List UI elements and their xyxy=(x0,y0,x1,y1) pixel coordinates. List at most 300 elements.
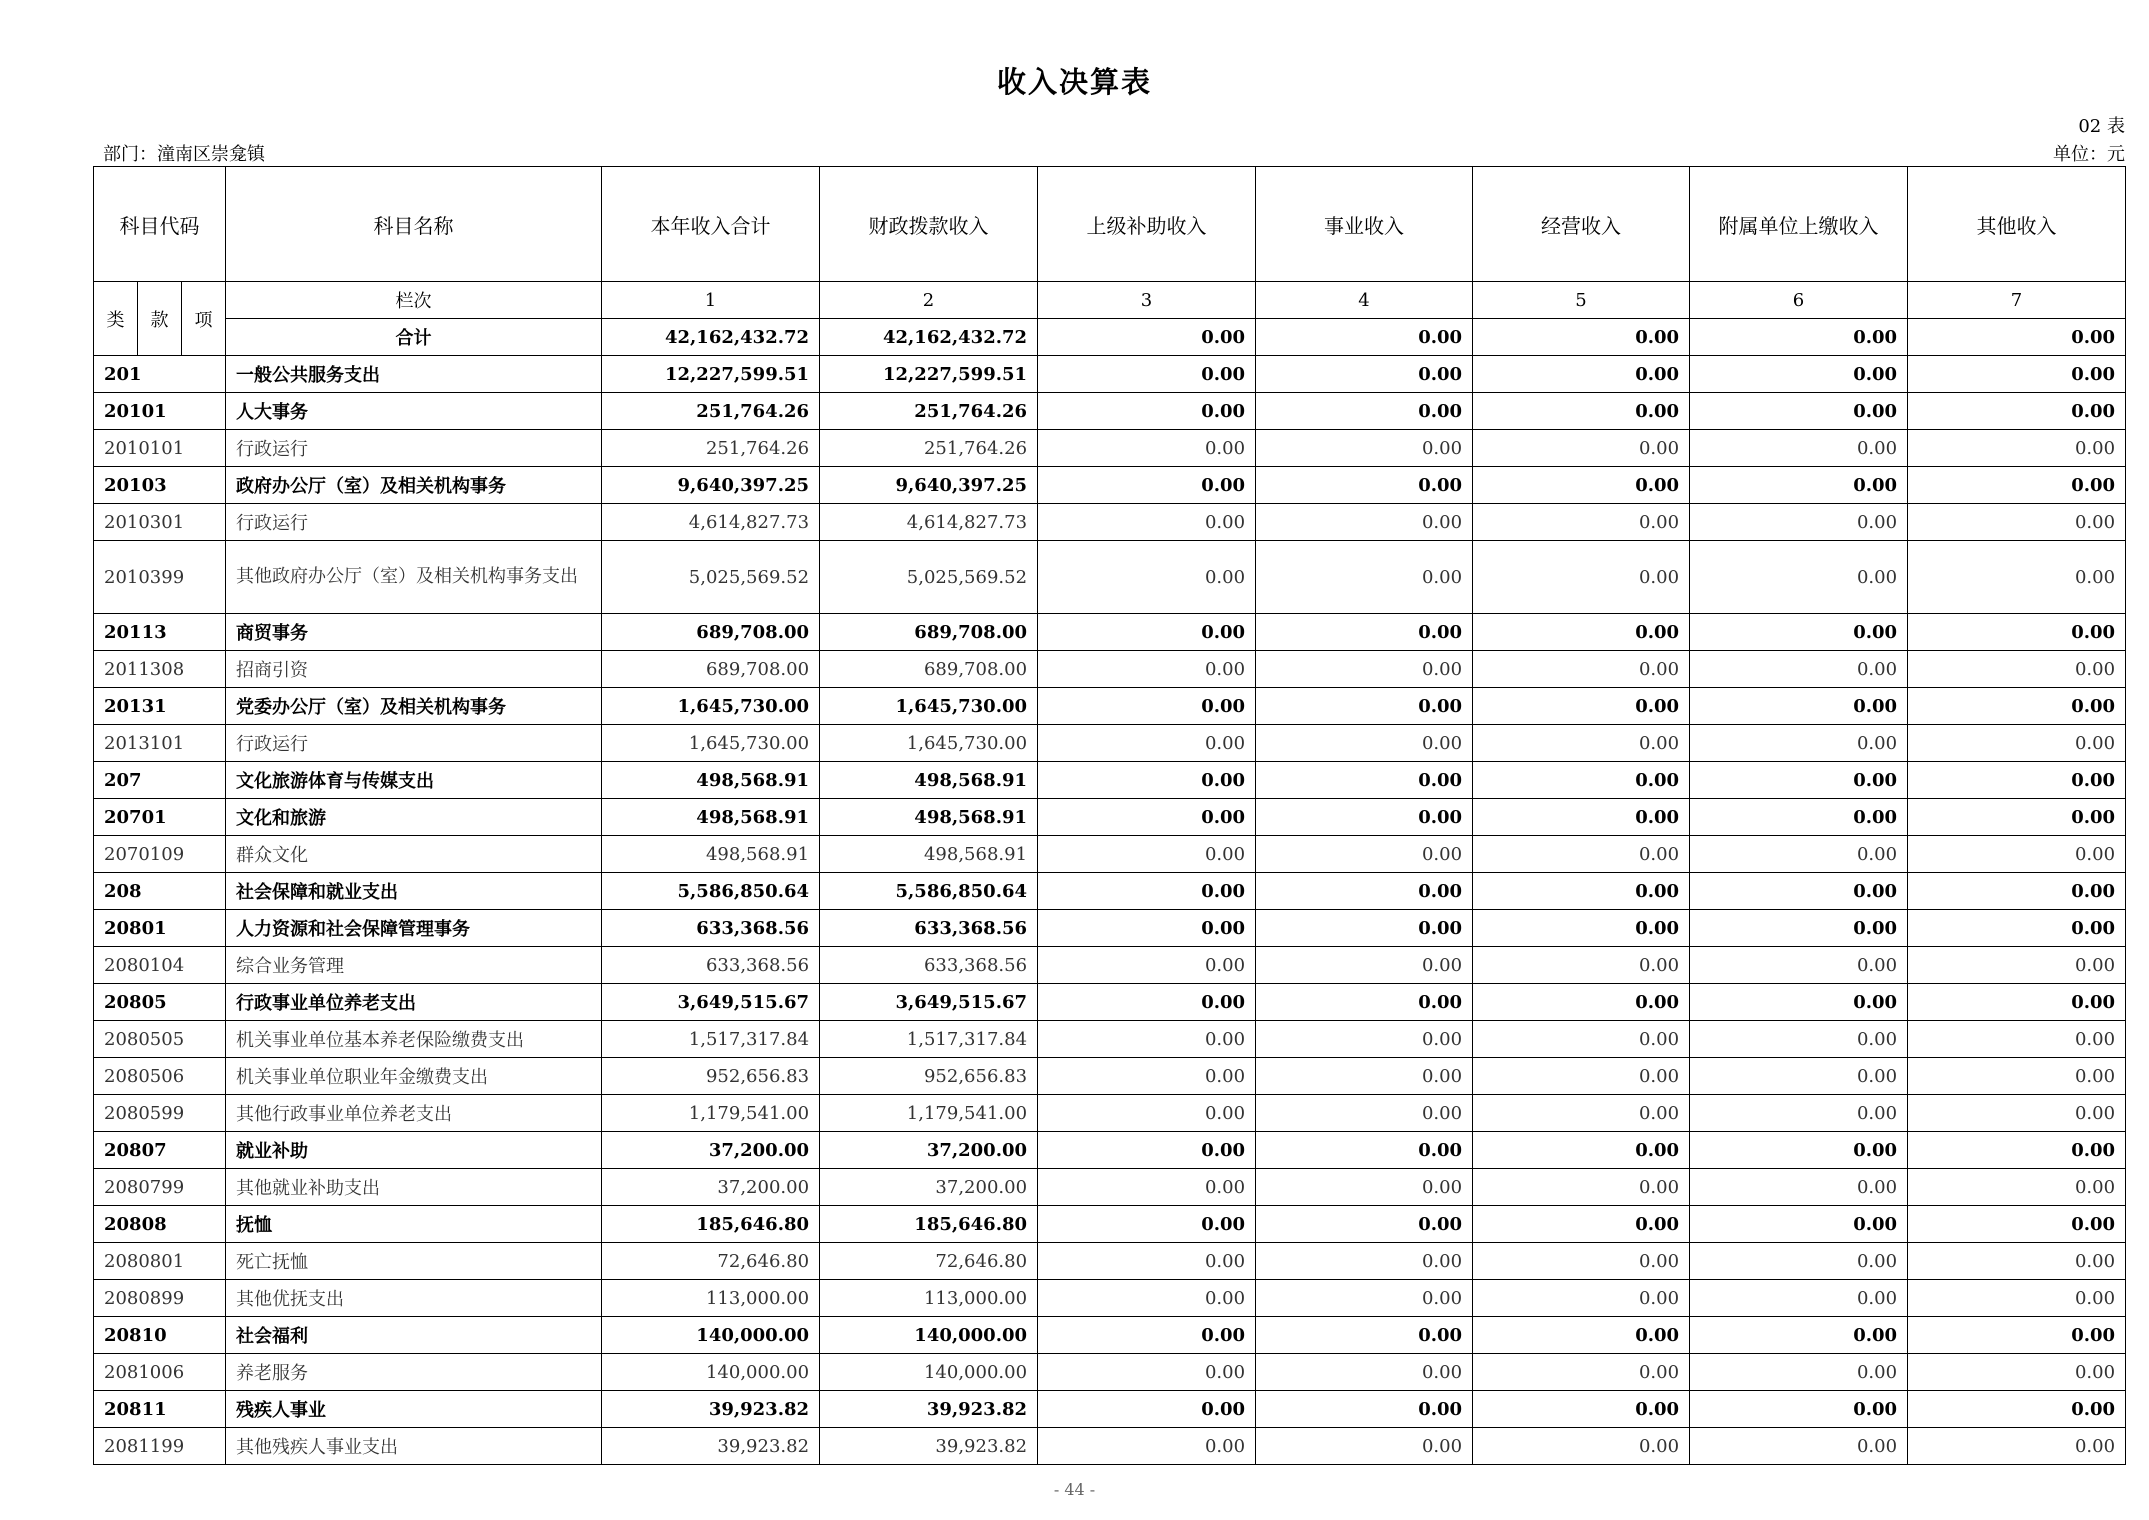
header-col-6: 附属单位上缴收入 xyxy=(1690,167,1908,282)
row-value: 3,649,515.67 xyxy=(602,984,820,1021)
row-name: 抚恤 xyxy=(226,1206,602,1243)
table-row xyxy=(94,1095,2126,1132)
row-value: 0.00 xyxy=(1038,688,1256,725)
row-value: 0.00 xyxy=(1690,873,1908,910)
row-code: 2081199 xyxy=(94,1428,226,1465)
row-value: 0.00 xyxy=(1690,1317,1908,1354)
row-value: 5,586,850.64 xyxy=(602,873,820,910)
row-value: 0.00 xyxy=(1038,1095,1256,1132)
row-name: 政府办公厅（室）及相关机构事务 xyxy=(226,467,602,504)
row-value: 0.00 xyxy=(1256,1243,1473,1280)
row-value: 0.00 xyxy=(1473,1095,1690,1132)
row-value: 113,000.00 xyxy=(602,1280,820,1317)
row-value: 0.00 xyxy=(1690,614,1908,651)
row-name: 文化和旅游 xyxy=(226,799,602,836)
row-value: 0.00 xyxy=(1256,504,1473,541)
total-value: 0.00 xyxy=(1473,319,1690,356)
row-value: 0.00 xyxy=(1908,1206,2126,1243)
row-value: 0.00 xyxy=(1690,725,1908,762)
row-value: 0.00 xyxy=(1038,762,1256,799)
row-value: 633,368.56 xyxy=(602,947,820,984)
row-value: 0.00 xyxy=(1690,799,1908,836)
row-value: 1,645,730.00 xyxy=(820,688,1038,725)
row-code: 2080599 xyxy=(94,1095,226,1132)
table-row xyxy=(94,1169,2126,1206)
row-code: 2080899 xyxy=(94,1280,226,1317)
header-col-2: 财政拨款收入 xyxy=(820,167,1038,282)
row-value: 0.00 xyxy=(1908,910,2126,947)
total-value: 42,162,432.72 xyxy=(602,319,820,356)
table-row xyxy=(94,688,2126,725)
row-name: 文化旅游体育与传媒支出 xyxy=(226,762,602,799)
row-value: 0.00 xyxy=(1473,1169,1690,1206)
row-value: 0.00 xyxy=(1038,799,1256,836)
row-value: 140,000.00 xyxy=(602,1354,820,1391)
table-row xyxy=(94,467,2126,504)
row-value: 0.00 xyxy=(1908,430,2126,467)
row-code: 20113 xyxy=(94,614,226,651)
row-value: 0.00 xyxy=(1690,1280,1908,1317)
row-name: 死亡抚恤 xyxy=(226,1243,602,1280)
table-row xyxy=(94,504,2126,541)
row-value: 0.00 xyxy=(1256,430,1473,467)
row-name: 残疾人事业 xyxy=(226,1391,602,1428)
table-row xyxy=(94,725,2126,762)
row-value: 140,000.00 xyxy=(820,1317,1038,1354)
row-value: 0.00 xyxy=(1690,836,1908,873)
row-value: 0.00 xyxy=(1473,762,1690,799)
row-name: 养老服务 xyxy=(226,1354,602,1391)
unit-label: 单位：元 xyxy=(2053,144,2125,165)
row-value: 0.00 xyxy=(1256,1391,1473,1428)
row-value: 0.00 xyxy=(1038,947,1256,984)
row-value: 0.00 xyxy=(1038,430,1256,467)
row-value: 0.00 xyxy=(1473,1280,1690,1317)
row-value: 0.00 xyxy=(1908,1058,2126,1095)
row-value: 0.00 xyxy=(1690,762,1908,799)
row-value: 251,764.26 xyxy=(820,430,1038,467)
row-value: 0.00 xyxy=(1256,762,1473,799)
total-label: 合计 xyxy=(226,319,602,356)
row-value: 4,614,827.73 xyxy=(602,504,820,541)
row-code: 208 xyxy=(94,873,226,910)
row-value: 0.00 xyxy=(1473,430,1690,467)
row-value: 0.00 xyxy=(1473,910,1690,947)
row-value: 0.00 xyxy=(1473,1243,1690,1280)
table-row xyxy=(94,1021,2126,1058)
row-value: 0.00 xyxy=(1690,1132,1908,1169)
column-number-row xyxy=(94,282,2126,319)
table-row xyxy=(94,1391,2126,1428)
total-value: 0.00 xyxy=(1038,319,1256,356)
row-value: 0.00 xyxy=(1038,984,1256,1021)
row-value: 9,640,397.25 xyxy=(820,467,1038,504)
row-value: 0.00 xyxy=(1690,688,1908,725)
row-value: 0.00 xyxy=(1908,1095,2126,1132)
row-value: 633,368.56 xyxy=(820,947,1038,984)
row-value: 0.00 xyxy=(1256,393,1473,430)
row-value: 0.00 xyxy=(1256,1317,1473,1354)
row-value: 952,656.83 xyxy=(820,1058,1038,1095)
row-value: 0.00 xyxy=(1473,467,1690,504)
row-value: 0.00 xyxy=(1473,1058,1690,1095)
page-number: - 44 - xyxy=(1053,1480,1096,1499)
row-value: 0.00 xyxy=(1256,725,1473,762)
row-value: 0.00 xyxy=(1690,947,1908,984)
row-code: 20103 xyxy=(94,467,226,504)
row-code: 2080801 xyxy=(94,1243,226,1280)
row-value: 37,200.00 xyxy=(602,1132,820,1169)
row-value: 251,764.26 xyxy=(602,393,820,430)
row-value: 72,646.80 xyxy=(602,1243,820,1280)
row-code: 20811 xyxy=(94,1391,226,1428)
row-value: 0.00 xyxy=(1256,1280,1473,1317)
row-value: 633,368.56 xyxy=(820,910,1038,947)
total-value: 0.00 xyxy=(1256,319,1473,356)
table-row xyxy=(94,910,2126,947)
total-value: 0.00 xyxy=(1690,319,1908,356)
row-value: 689,708.00 xyxy=(820,651,1038,688)
table-row xyxy=(94,1058,2126,1095)
row-value: 0.00 xyxy=(1473,873,1690,910)
row-value: 0.00 xyxy=(1908,1021,2126,1058)
row-code: 20810 xyxy=(94,1317,226,1354)
row-value: 0.00 xyxy=(1908,393,2126,430)
row-value: 0.00 xyxy=(1038,836,1256,873)
row-value: 0.00 xyxy=(1908,1280,2126,1317)
row-value: 0.00 xyxy=(1908,725,2126,762)
row-value: 0.00 xyxy=(1256,1021,1473,1058)
header-col-4: 事业收入 xyxy=(1256,167,1473,282)
row-value: 0.00 xyxy=(1038,1243,1256,1280)
table-row xyxy=(94,651,2126,688)
row-value: 0.00 xyxy=(1690,1095,1908,1132)
row-value: 0.00 xyxy=(1038,1169,1256,1206)
row-name: 商贸事务 xyxy=(226,614,602,651)
row-value: 0.00 xyxy=(1473,651,1690,688)
row-value: 689,708.00 xyxy=(602,651,820,688)
row-value: 0.00 xyxy=(1038,614,1256,651)
row-value: 0.00 xyxy=(1473,1021,1690,1058)
row-value: 0.00 xyxy=(1038,725,1256,762)
row-value: 0.00 xyxy=(1473,836,1690,873)
row-value: 37,200.00 xyxy=(820,1132,1038,1169)
row-code: 20808 xyxy=(94,1206,226,1243)
row-value: 952,656.83 xyxy=(602,1058,820,1095)
row-value: 0.00 xyxy=(1038,1317,1256,1354)
table-number: 02 表 xyxy=(2078,116,2125,137)
row-value: 140,000.00 xyxy=(820,1354,1038,1391)
row-code: 2080506 xyxy=(94,1058,226,1095)
row-value: 0.00 xyxy=(1690,1169,1908,1206)
row-value: 185,646.80 xyxy=(820,1206,1038,1243)
row-value: 633,368.56 xyxy=(602,910,820,947)
total-value: 42,162,432.72 xyxy=(820,319,1038,356)
row-name: 社会保障和就业支出 xyxy=(226,873,602,910)
row-value: 0.00 xyxy=(1690,1206,1908,1243)
row-value: 0.00 xyxy=(1256,1169,1473,1206)
row-value: 0.00 xyxy=(1038,1280,1256,1317)
row-value: 1,645,730.00 xyxy=(602,688,820,725)
row-value: 0.00 xyxy=(1908,1132,2126,1169)
table-row xyxy=(94,947,2126,984)
row-value: 5,586,850.64 xyxy=(820,873,1038,910)
row-value: 0.00 xyxy=(1256,873,1473,910)
row-value: 0.00 xyxy=(1473,356,1690,393)
row-value: 0.00 xyxy=(1038,873,1256,910)
row-value: 0.00 xyxy=(1473,1354,1690,1391)
row-name: 综合业务管理 xyxy=(226,947,602,984)
header-col-7: 其他收入 xyxy=(1908,167,2126,282)
row-value: 0.00 xyxy=(1473,541,1690,614)
row-value: 0.00 xyxy=(1473,1428,1690,1465)
row-name: 招商引资 xyxy=(226,651,602,688)
row-code: 2013101 xyxy=(94,725,226,762)
row-value: 0.00 xyxy=(1256,1428,1473,1465)
row-value: 0.00 xyxy=(1256,836,1473,873)
row-value: 0.00 xyxy=(1473,1317,1690,1354)
table-row xyxy=(94,799,2126,836)
row-name: 其他就业补助支出 xyxy=(226,1169,602,1206)
row-value: 0.00 xyxy=(1038,1354,1256,1391)
row-value: 498,568.91 xyxy=(602,762,820,799)
row-value: 0.00 xyxy=(1256,651,1473,688)
row-name: 机关事业单位基本养老保险缴费支出 xyxy=(226,1021,602,1058)
header-col-3: 上级补助收入 xyxy=(1038,167,1256,282)
row-value: 0.00 xyxy=(1690,984,1908,1021)
row-name: 其他行政事业单位养老支出 xyxy=(226,1095,602,1132)
row-value: 0.00 xyxy=(1473,504,1690,541)
row-value: 0.00 xyxy=(1908,1317,2126,1354)
col-num: 7 xyxy=(1908,282,2126,319)
row-value: 0.00 xyxy=(1908,1428,2126,1465)
row-value: 498,568.91 xyxy=(820,762,1038,799)
table-row xyxy=(94,1280,2126,1317)
row-value: 0.00 xyxy=(1473,1391,1690,1428)
row-value: 0.00 xyxy=(1038,1021,1256,1058)
table-row xyxy=(94,1317,2126,1354)
row-value: 0.00 xyxy=(1256,467,1473,504)
row-code: 2010101 xyxy=(94,430,226,467)
row-value: 0.00 xyxy=(1038,1058,1256,1095)
row-value: 0.00 xyxy=(1256,1132,1473,1169)
row-value: 0.00 xyxy=(1256,541,1473,614)
department-label: 部门：潼南区崇龛镇 xyxy=(103,144,265,165)
row-value: 0.00 xyxy=(1908,614,2126,651)
row-value: 689,708.00 xyxy=(820,614,1038,651)
header-col-5: 经营收入 xyxy=(1473,167,1690,282)
row-value: 1,517,317.84 xyxy=(602,1021,820,1058)
row-value: 0.00 xyxy=(1473,393,1690,430)
row-value: 0.00 xyxy=(1473,725,1690,762)
page-title: 收入决算表 xyxy=(996,65,1152,99)
row-code: 2080799 xyxy=(94,1169,226,1206)
row-value: 0.00 xyxy=(1038,393,1256,430)
row-name: 党委办公厅（室）及相关机构事务 xyxy=(226,688,602,725)
row-value: 0.00 xyxy=(1473,614,1690,651)
col-num: 4 xyxy=(1256,282,1473,319)
row-value: 0.00 xyxy=(1256,947,1473,984)
table-row xyxy=(94,836,2126,873)
row-value: 0.00 xyxy=(1256,1206,1473,1243)
row-value: 0.00 xyxy=(1908,1354,2126,1391)
row-value: 1,179,541.00 xyxy=(820,1095,1038,1132)
row-name: 行政运行 xyxy=(226,504,602,541)
row-value: 0.00 xyxy=(1038,1206,1256,1243)
row-value: 1,517,317.84 xyxy=(820,1021,1038,1058)
row-value: 0.00 xyxy=(1690,1354,1908,1391)
row-code: 20807 xyxy=(94,1132,226,1169)
row-value: 498,568.91 xyxy=(602,836,820,873)
row-value: 689,708.00 xyxy=(602,614,820,651)
row-value: 0.00 xyxy=(1256,614,1473,651)
row-value: 39,923.82 xyxy=(602,1428,820,1465)
table-row xyxy=(94,762,2126,799)
row-value: 0.00 xyxy=(1908,799,2126,836)
row-code: 2080505 xyxy=(94,1021,226,1058)
row-value: 0.00 xyxy=(1908,836,2126,873)
row-value: 0.00 xyxy=(1690,910,1908,947)
row-value: 0.00 xyxy=(1908,651,2126,688)
row-code: 20131 xyxy=(94,688,226,725)
row-name: 社会福利 xyxy=(226,1317,602,1354)
table-row xyxy=(94,356,2126,393)
row-code: 2080104 xyxy=(94,947,226,984)
row-value: 0.00 xyxy=(1908,762,2126,799)
row-value: 1,645,730.00 xyxy=(602,725,820,762)
row-value: 1,179,541.00 xyxy=(602,1095,820,1132)
row-value: 0.00 xyxy=(1473,947,1690,984)
row-value: 0.00 xyxy=(1038,651,1256,688)
row-value: 0.00 xyxy=(1908,873,2126,910)
row-value: 185,646.80 xyxy=(602,1206,820,1243)
row-code: 2011308 xyxy=(94,651,226,688)
row-value: 0.00 xyxy=(1256,984,1473,1021)
row-code: 20701 xyxy=(94,799,226,836)
row-value: 0.00 xyxy=(1038,1391,1256,1428)
row-code: 20101 xyxy=(94,393,226,430)
row-value: 39,923.82 xyxy=(820,1391,1038,1428)
row-value: 113,000.00 xyxy=(820,1280,1038,1317)
row-name: 机关事业单位职业年金缴费支出 xyxy=(226,1058,602,1095)
row-value: 498,568.91 xyxy=(602,799,820,836)
row-value: 0.00 xyxy=(1473,984,1690,1021)
kuan-label: 款 xyxy=(138,282,182,356)
row-name: 人力资源和社会保障管理事务 xyxy=(226,910,602,947)
header-code: 科目代码 xyxy=(94,167,226,282)
table-row xyxy=(94,614,2126,651)
row-value: 0.00 xyxy=(1473,1206,1690,1243)
col-num: 5 xyxy=(1473,282,1690,319)
row-value: 0.00 xyxy=(1690,393,1908,430)
row-value: 0.00 xyxy=(1256,1095,1473,1132)
row-value: 0.00 xyxy=(1690,1243,1908,1280)
row-value: 12,227,599.51 xyxy=(602,356,820,393)
row-value: 0.00 xyxy=(1908,356,2126,393)
row-value: 0.00 xyxy=(1038,1132,1256,1169)
row-value: 0.00 xyxy=(1908,541,2126,614)
row-value: 0.00 xyxy=(1908,984,2126,1021)
row-name: 一般公共服务支出 xyxy=(226,356,602,393)
row-value: 1,645,730.00 xyxy=(820,725,1038,762)
xiang-label: 项 xyxy=(182,282,226,356)
row-value: 0.00 xyxy=(1038,1428,1256,1465)
table-row xyxy=(94,984,2126,1021)
total-row xyxy=(94,319,2126,356)
row-value: 3,649,515.67 xyxy=(820,984,1038,1021)
row-value: 0.00 xyxy=(1690,1021,1908,1058)
row-value: 0.00 xyxy=(1038,504,1256,541)
row-value: 0.00 xyxy=(1690,541,1908,614)
row-value: 0.00 xyxy=(1690,356,1908,393)
row-name: 群众文化 xyxy=(226,836,602,873)
col-num: 3 xyxy=(1038,282,1256,319)
row-value: 0.00 xyxy=(1908,688,2126,725)
row-code: 207 xyxy=(94,762,226,799)
row-value: 37,200.00 xyxy=(602,1169,820,1206)
row-value: 5,025,569.52 xyxy=(820,541,1038,614)
row-value: 498,568.91 xyxy=(820,836,1038,873)
header-row xyxy=(94,167,2126,282)
row-value: 0.00 xyxy=(1690,504,1908,541)
col-num: 2 xyxy=(820,282,1038,319)
row-value: 0.00 xyxy=(1908,504,2126,541)
row-value: 0.00 xyxy=(1473,799,1690,836)
header-col-1: 本年收入合计 xyxy=(602,167,820,282)
col-num: 6 xyxy=(1690,282,1908,319)
row-value: 4,614,827.73 xyxy=(820,504,1038,541)
row-code: 2081006 xyxy=(94,1354,226,1391)
row-code: 201 xyxy=(94,356,226,393)
row-value: 5,025,569.52 xyxy=(602,541,820,614)
row-value: 0.00 xyxy=(1908,1243,2126,1280)
row-value: 0.00 xyxy=(1038,541,1256,614)
row-value: 0.00 xyxy=(1690,1428,1908,1465)
row-value: 0.00 xyxy=(1256,356,1473,393)
total-value: 0.00 xyxy=(1908,319,2126,356)
row-value: 0.00 xyxy=(1690,651,1908,688)
row-code: 2010301 xyxy=(94,504,226,541)
row-value: 0.00 xyxy=(1690,430,1908,467)
row-name: 行政运行 xyxy=(226,725,602,762)
row-value: 0.00 xyxy=(1256,799,1473,836)
row-value: 72,646.80 xyxy=(820,1243,1038,1280)
row-code: 20805 xyxy=(94,984,226,1021)
row-value: 37,200.00 xyxy=(820,1169,1038,1206)
row-value: 0.00 xyxy=(1908,467,2126,504)
row-value: 251,764.26 xyxy=(820,393,1038,430)
lanci-label: 栏次 xyxy=(226,282,602,319)
col-num: 1 xyxy=(602,282,820,319)
table-row xyxy=(94,1206,2126,1243)
row-value: 0.00 xyxy=(1690,467,1908,504)
table-row xyxy=(94,393,2126,430)
row-value: 39,923.82 xyxy=(820,1428,1038,1465)
row-name: 其他优抚支出 xyxy=(226,1280,602,1317)
row-value: 0.00 xyxy=(1256,1058,1473,1095)
table-row xyxy=(94,1132,2126,1169)
row-value: 251,764.26 xyxy=(602,430,820,467)
row-code: 2070109 xyxy=(94,836,226,873)
header-name: 科目名称 xyxy=(226,167,602,282)
table-row xyxy=(94,541,2126,614)
row-value: 0.00 xyxy=(1908,1391,2126,1428)
row-value: 0.00 xyxy=(1690,1391,1908,1428)
row-value: 0.00 xyxy=(1473,688,1690,725)
row-name: 行政运行 xyxy=(226,430,602,467)
table-row xyxy=(94,430,2126,467)
row-name: 行政事业单位养老支出 xyxy=(226,984,602,1021)
